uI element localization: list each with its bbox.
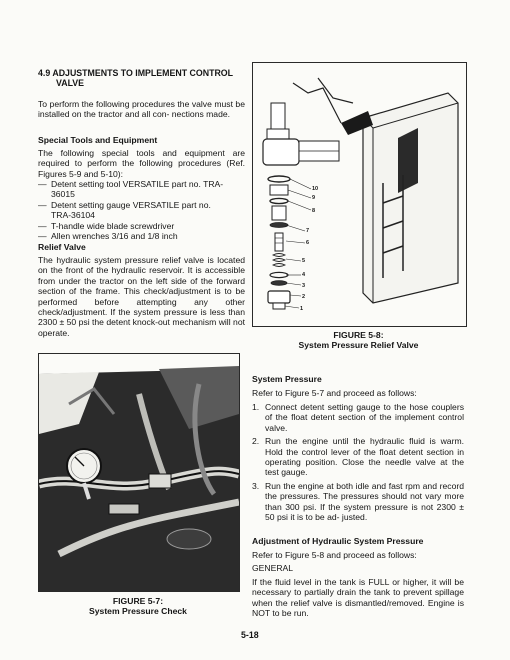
callout-7: 7 — [306, 228, 310, 234]
figure-5-7-frame — [38, 353, 240, 592]
callout-1: 1 — [300, 306, 304, 312]
step-number: 1. — [252, 402, 260, 412]
figure-5-8-frame — [252, 62, 467, 327]
figure-5-7-caption-title: System Pressure Check — [89, 606, 187, 617]
section-title-line1: 4.9 ADJUSTMENTS TO IMPLEMENT CONTROL — [38, 68, 234, 78]
special-tools-intro: The following special tools and equipment are required to perform the following procedures (Ref. Figures 5-9 and 5-10): — [38, 148, 245, 179]
step-item — [252, 481, 464, 523]
callout-6: 6 — [306, 240, 310, 246]
step-number: 2. — [252, 436, 260, 447]
figure-5-8-caption-label: FIGURE 5-8: — [333, 330, 384, 340]
step-item — [252, 436, 464, 478]
relief-valve-body: The hydraulic system pressure relief valve is located on the front of the hydraulic reservoir. It is accessible from under the tractor on the left side of the forward section of the frame. This check/adjustment is to be performed before attempting any other check/adjustment. If the system pressure is less than 2300 ± 50 psi the detent knock-out mechanism will not operate. — [38, 255, 245, 338]
adjustment-heading: Adjustment of Hydraulic System Pressure — [252, 536, 424, 546]
figure-5-8-caption-title: System Pressure Relief Valve — [298, 340, 419, 351]
step-item — [252, 402, 464, 433]
pressure-check-photo — [39, 354, 239, 591]
callout-10: 10 — [312, 186, 319, 192]
callout-2: 2 — [302, 294, 306, 300]
special-tools-list — [38, 179, 233, 241]
callout-5: 5 — [302, 258, 306, 264]
callout-9: 9 — [312, 195, 316, 201]
callout-4: 4 — [302, 272, 306, 278]
figure-5-8-caption — [252, 330, 465, 351]
list-item: — Allen wrenches 3/16 and 1/8 inch — [38, 231, 233, 241]
figure-5-7-caption — [38, 596, 238, 617]
system-pressure-heading: System Pressure — [252, 374, 322, 384]
adjustment-intro: Refer to Figure 5-8 and proceed as follows: — [252, 550, 417, 560]
callout-3: 3 — [302, 283, 306, 289]
adjustment-body: If the fluid level in the tank is FULL or higher, it will be necessary to partially drain the tank to prevent spillage when the relief valve is dismantled/removed. Engine is NOT to be run. — [252, 577, 464, 619]
list-item: — T-handle wide blade screwdriver — [38, 221, 233, 231]
step-text: Run the engine at both idle and fast rpm and record the pressures. The pressures should not vary more than 300 psi. If the system pressure is not 2300 ± 50 psi it is to be ad- justed. — [265, 480, 464, 523]
section-title-line2: VALVE — [56, 78, 85, 89]
special-tools-heading: Special Tools and Equipment — [38, 135, 158, 145]
list-item: — Detent setting tool VERSATILE part no. TRA-36015 — [38, 179, 233, 200]
step-text: Connect detent setting gauge to the hose couplers of the float detent section of the implement control valve. — [265, 402, 464, 433]
system-pressure-intro: Refer to Figure 5-7 and proceed as follows: — [252, 388, 417, 398]
relief-valve-heading: Relief Valve — [38, 242, 86, 252]
step-text: Run the engine until the hydraulic fluid is warm. Hold the control lever of the float detent section in operating position. Close the needle valve at the test gauge. — [265, 436, 464, 478]
section-title — [38, 68, 248, 89]
callout-8: 8 — [312, 208, 316, 214]
step-number: 3. — [252, 480, 260, 491]
relief-valve-illustration — [253, 63, 466, 326]
intro-paragraph: To perform the following procedures the valve must be installed on the tractor and all con- nections made. — [38, 99, 245, 120]
page-number: 5-18 — [241, 630, 259, 640]
adjustment-general-label: GENERAL — [252, 563, 294, 573]
system-pressure-steps — [252, 402, 464, 525]
figure-5-7-caption-label: FIGURE 5-7: — [112, 596, 164, 606]
list-item: — Detent setting gauge VERSATILE part no. TRA-36104 — [38, 200, 233, 221]
